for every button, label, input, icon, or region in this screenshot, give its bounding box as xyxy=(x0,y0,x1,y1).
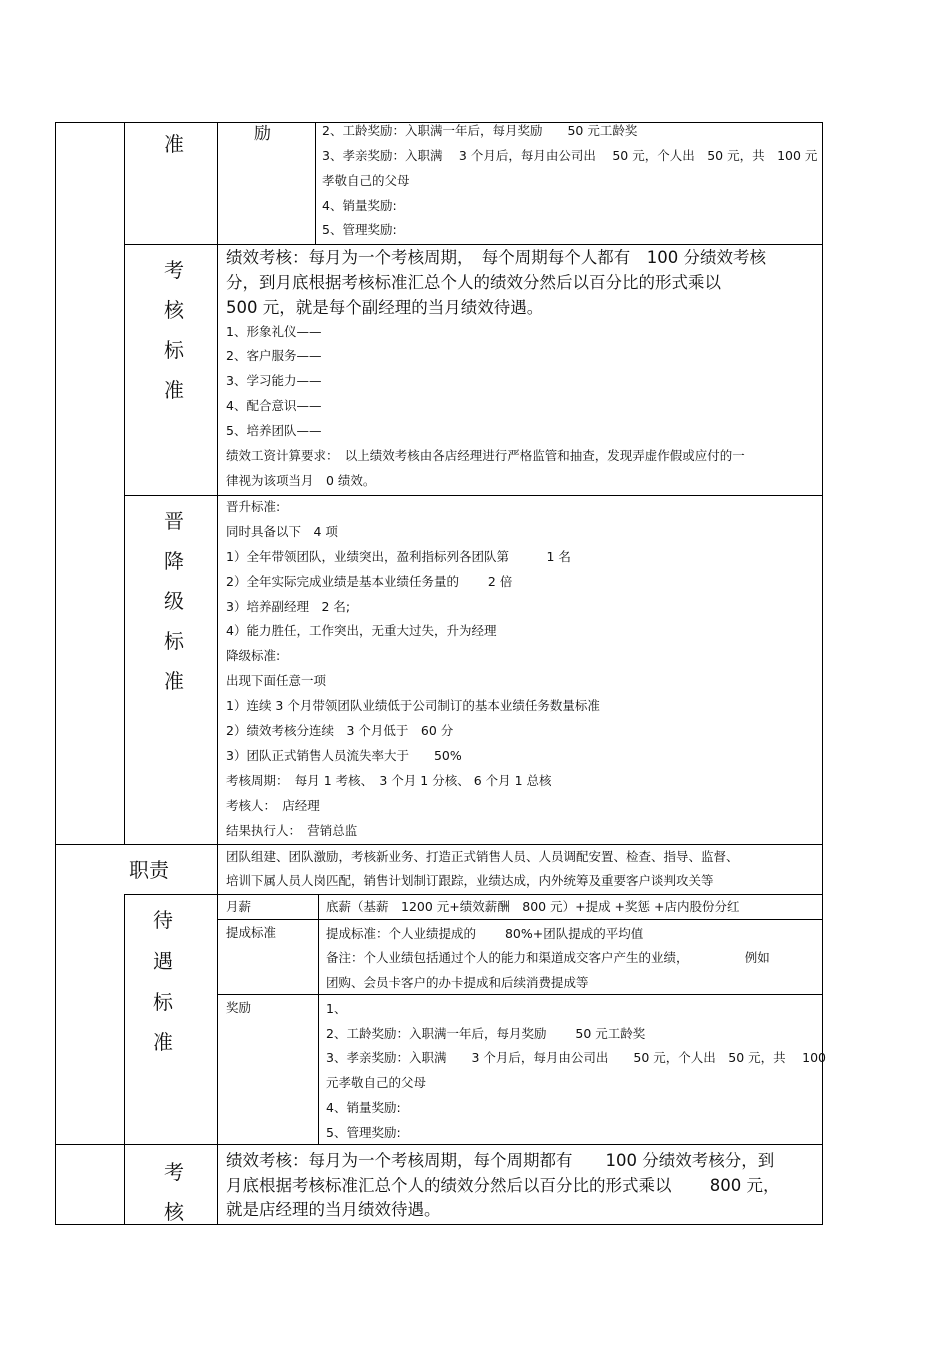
row-divider xyxy=(125,894,823,895)
performance-intro-line: 绩效考核：每月为一个考核周期， 每个周期每个人都有 100 分绩效考核 xyxy=(226,248,766,267)
row-divider xyxy=(217,994,823,995)
row-divider xyxy=(217,919,823,920)
section-label-char: 考 xyxy=(164,258,184,282)
section-label-char: 考 xyxy=(164,1160,184,1184)
column-divider xyxy=(217,122,218,1225)
commission-line: 备注：个人业绩包括通过个人的能力和渠道成交客户产生的业绩， 例如 xyxy=(326,950,770,965)
section-label-standard-tail: 准 xyxy=(164,132,184,156)
column-divider xyxy=(315,122,316,245)
reward-label: 奖励 xyxy=(226,1000,252,1015)
section-label-char: 准 xyxy=(164,669,184,693)
performance-intro-line: 分，到月底根据考核标准汇总个人的绩效分然后以百分比的形式乘以 xyxy=(226,273,721,292)
reward-line: 4、销量奖励: xyxy=(322,198,397,213)
assessment-item: 律视为该项当月 0 绩效。 xyxy=(226,473,376,488)
reward-line: 2、工龄奖励：入职满一年后，每月奖励 50 元工龄奖 xyxy=(326,1026,646,1041)
salary-label: 月薪 xyxy=(226,899,252,914)
commission-line: 提成标准：个人业绩提成的 80%+团队提成的平均值 xyxy=(326,926,644,941)
promotion-line: 4）能力胜任，工作突出，无重大过失，升为经理 xyxy=(226,623,497,638)
section-label-char: 准 xyxy=(153,1030,173,1054)
commission-line: 团购、会员卡客户的办卡提成和后续消费提成等 xyxy=(326,975,589,990)
reward-line: 5、管理奖励: xyxy=(326,1125,401,1140)
reward-line: 2、工龄奖励：入职满一年后，每月奖励 50 元工龄奖 xyxy=(322,123,638,138)
promotion-line: 出现下面任意一项 xyxy=(226,673,327,688)
sub-label-reward-tail: 励 xyxy=(254,124,271,144)
row-divider xyxy=(55,1144,823,1145)
row-divider xyxy=(55,844,823,845)
row-divider xyxy=(125,244,823,245)
promotion-line: 3）团队正式销售人员流失率大于 50% xyxy=(226,748,462,763)
reward-line: 5、管理奖励: xyxy=(322,222,397,237)
section-label-char: 待 xyxy=(153,908,173,932)
section-label-char: 准 xyxy=(164,378,184,402)
section-label-char: 标 xyxy=(164,338,184,362)
reward-line: 4、销量奖励: xyxy=(326,1100,401,1115)
section-label-char: 核 xyxy=(164,1200,184,1224)
performance-line: 就是店经理的当月绩效待遇。 xyxy=(226,1200,441,1219)
promotion-line: 晋升标准: xyxy=(226,499,281,514)
promotion-line: 1）连续 3 个月带领团队业绩低于公司制订的基本业绩任务数量标准 xyxy=(226,698,600,713)
performance-line: 月底根据考核标准汇总个人的绩效分然后以百分比的形式乘以 800 元， xyxy=(226,1176,780,1195)
section-label-char: 遇 xyxy=(153,949,173,973)
promotion-line: 考核周期： 每月 1 考核、 3 个月 1 分核、 6 个月 1 总核 xyxy=(226,773,552,788)
promotion-line: 2）绩效考核分连续 3 个月低于 60 分 xyxy=(226,723,454,738)
promotion-line: 降级标准: xyxy=(226,648,281,663)
assessment-item: 1、形象礼仪—— xyxy=(226,324,322,339)
section-label-char: 标 xyxy=(164,629,184,653)
reward-line: 1、 xyxy=(326,1001,347,1016)
assessment-item: 2、客户服务—— xyxy=(226,348,322,363)
reward-line: 元孝敬自己的父母 xyxy=(326,1075,427,1090)
column-divider xyxy=(124,122,125,845)
promotion-line: 结果执行人： 营销总监 xyxy=(226,823,358,838)
performance-line: 绩效考核：每月为一个考核周期，每个周期都有 100 分绩效考核分，到 xyxy=(226,1151,775,1170)
section-label-char: 标 xyxy=(153,990,173,1014)
duties-line: 培训下属人员人岗匹配，销售计划制订跟踪，业绩达成，内外统筹及重要客户谈判攻关等 xyxy=(226,873,714,888)
column-divider xyxy=(124,894,125,1225)
assessment-item: 3、学习能力—— xyxy=(226,373,322,388)
section-label-char: 核 xyxy=(164,298,184,322)
reward-line: 3、孝亲奖励：入职满 3 个月后，每月由公司出 50 元，个人出 50 元，共 100 xyxy=(326,1050,826,1065)
section-label-duties: 职责 xyxy=(129,858,169,882)
promotion-line: 考核人： 店经理 xyxy=(226,798,320,813)
promotion-line: 2）全年实际完成业绩是基本业绩任务量的 2 倍 xyxy=(226,574,513,589)
table-border-bottom xyxy=(55,1224,823,1225)
section-label-char: 级 xyxy=(164,589,184,613)
commission-label: 提成标准 xyxy=(226,925,277,940)
section-label-char: 降 xyxy=(164,549,184,573)
section-label-char: 晋 xyxy=(164,509,184,533)
reward-line: 孝敬自己的父母 xyxy=(322,173,410,188)
promotion-line: 3）培养副经理 2 名; xyxy=(226,599,351,614)
duties-line: 团队组建、团队激励，考核新业务、打造正式销售人员、人员调配安置、检查、指导、监督、 xyxy=(226,849,739,864)
promotion-line: 同时具备以下 4 项 xyxy=(226,524,338,539)
row-divider xyxy=(125,495,823,496)
assessment-item: 5、培养团队—— xyxy=(226,423,322,438)
column-divider xyxy=(318,894,319,1145)
assessment-item: 绩效工资计算要求： 以上绩效考核由各店经理进行严格监管和抽查，发现弄虚作假或应付的一 xyxy=(226,448,745,463)
reward-line: 3、孝亲奖励：入职满 3 个月后，每月由公司出 50 元，个人出 50 元，共 100 元 xyxy=(322,148,818,163)
performance-intro-line: 500 元，就是每个副经理的当月绩效待遇。 xyxy=(226,298,544,317)
assessment-item: 4、配合意识—— xyxy=(226,398,322,413)
promotion-line: 1）全年带领团队，业绩突出，盈利指标列各团队第 1 名 xyxy=(226,549,571,564)
table-border-left xyxy=(55,122,56,1225)
salary-value: 底薪（基薪 1200 元+绩效薪酬 800 元）+提成 +奖惩 +店内股份分红 xyxy=(326,899,740,914)
